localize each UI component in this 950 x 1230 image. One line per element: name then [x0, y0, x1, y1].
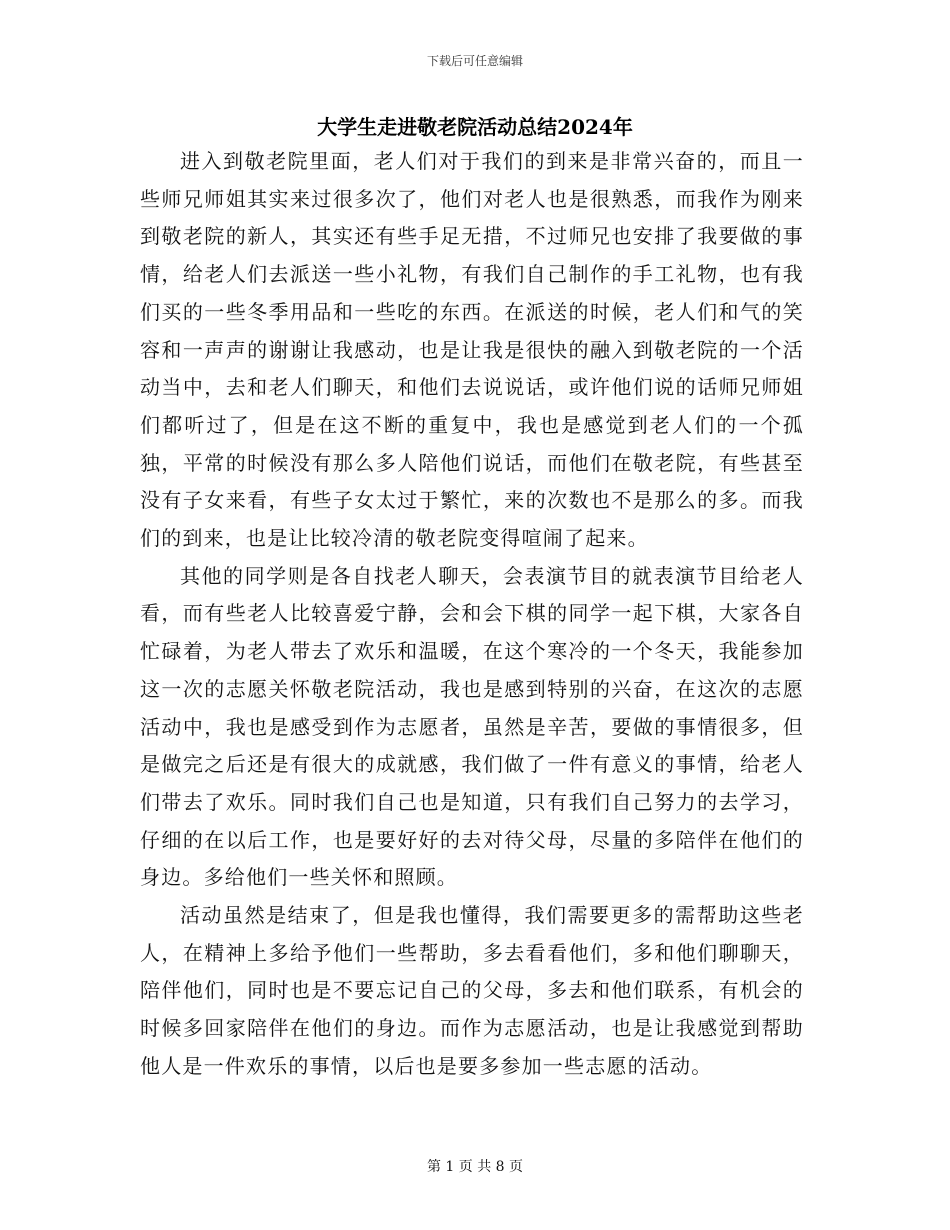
- page-header-note: 下载后可任意编辑: [426, 54, 523, 68]
- page-number-footer: 第 1 页 共 8 页: [426, 1159, 524, 1175]
- document-title: 大学生走进敬老院活动总结2024年: [317, 115, 633, 139]
- body-paragraph-3: 活动虽然是结束了，但是我也懂得，我们需要更多的需帮助这些老人，在精神上多给予他们一些帮助，多去看看他们，多和他们聊聊天，陪伴他们，同时也是不要忘记自己的父母，多去和他们联系，有机会的时候多回家陪伴在他们的身边。而作为志愿活动，也是让我感觉到帮助他人是一件欢乐的事情，以后也是要多参加一些志愿的活动。: [140, 903, 804, 1078]
- document-body: [140, 143, 804, 1086]
- body-paragraph-2: 其他的同学则是各自找老人聊天，会表演节目的就表演节目给老人看，而有些老人比较喜爱宁静，会和会下棋的同学一起下棋，大家各自忙碌着，为老人带去了欢乐和温暖，在这个寒冷的一个冬天，我能参加这一次的志愿关怀敬老院活动，我也是感到特别的兴奋，在这次的志愿活动中，我也是感受到作为志愿者，虽然是辛苦，要做的事情很多，但是做完之后还是有很大的成就感，我们做了一件有意义的事情，给老人们带去了欢乐。同时我们自己也是知道，只有我们自己努力的去学习，仔细的在以后工作，也是要好好的去对待父母，尽量的多陪伴在他们的身边。多给他们一些关怀和照顾。: [140, 563, 804, 890]
- body-paragraph-1: 进入到敬老院里面，老人们对于我们的到来是非常兴奋的，而且一些师兄师姐其实来过很多次了，他们对老人也是很熟悉，而我作为刚来到敬老院的新人，其实还有些手足无措，不过师兄也安排了我要做的事情，给老人们去派送一些小礼物，有我们自己制作的手工礼物，也有我们买的一些冬季用品和一些吃的东西。在派送的时候，老人们和气的笑容和一声声的谢谢让我感动，也是让我是很快的融入到敬老院的一个活动当中，去和老人们聊天，和他们去说说话，或许他们说的话师兄师姐们都听过了，但是在这不断的重复中，我也是感觉到老人们的一个孤独，平常的时候没有那么多人陪他们说话，而他们在敬老院，有些甚至没有子女来看，有些子女太过于繁忙，来的次数也不是那么的多。而我们的到来，也是让比较冷清的敬老院变得喧闹了起来。: [140, 149, 804, 551]
